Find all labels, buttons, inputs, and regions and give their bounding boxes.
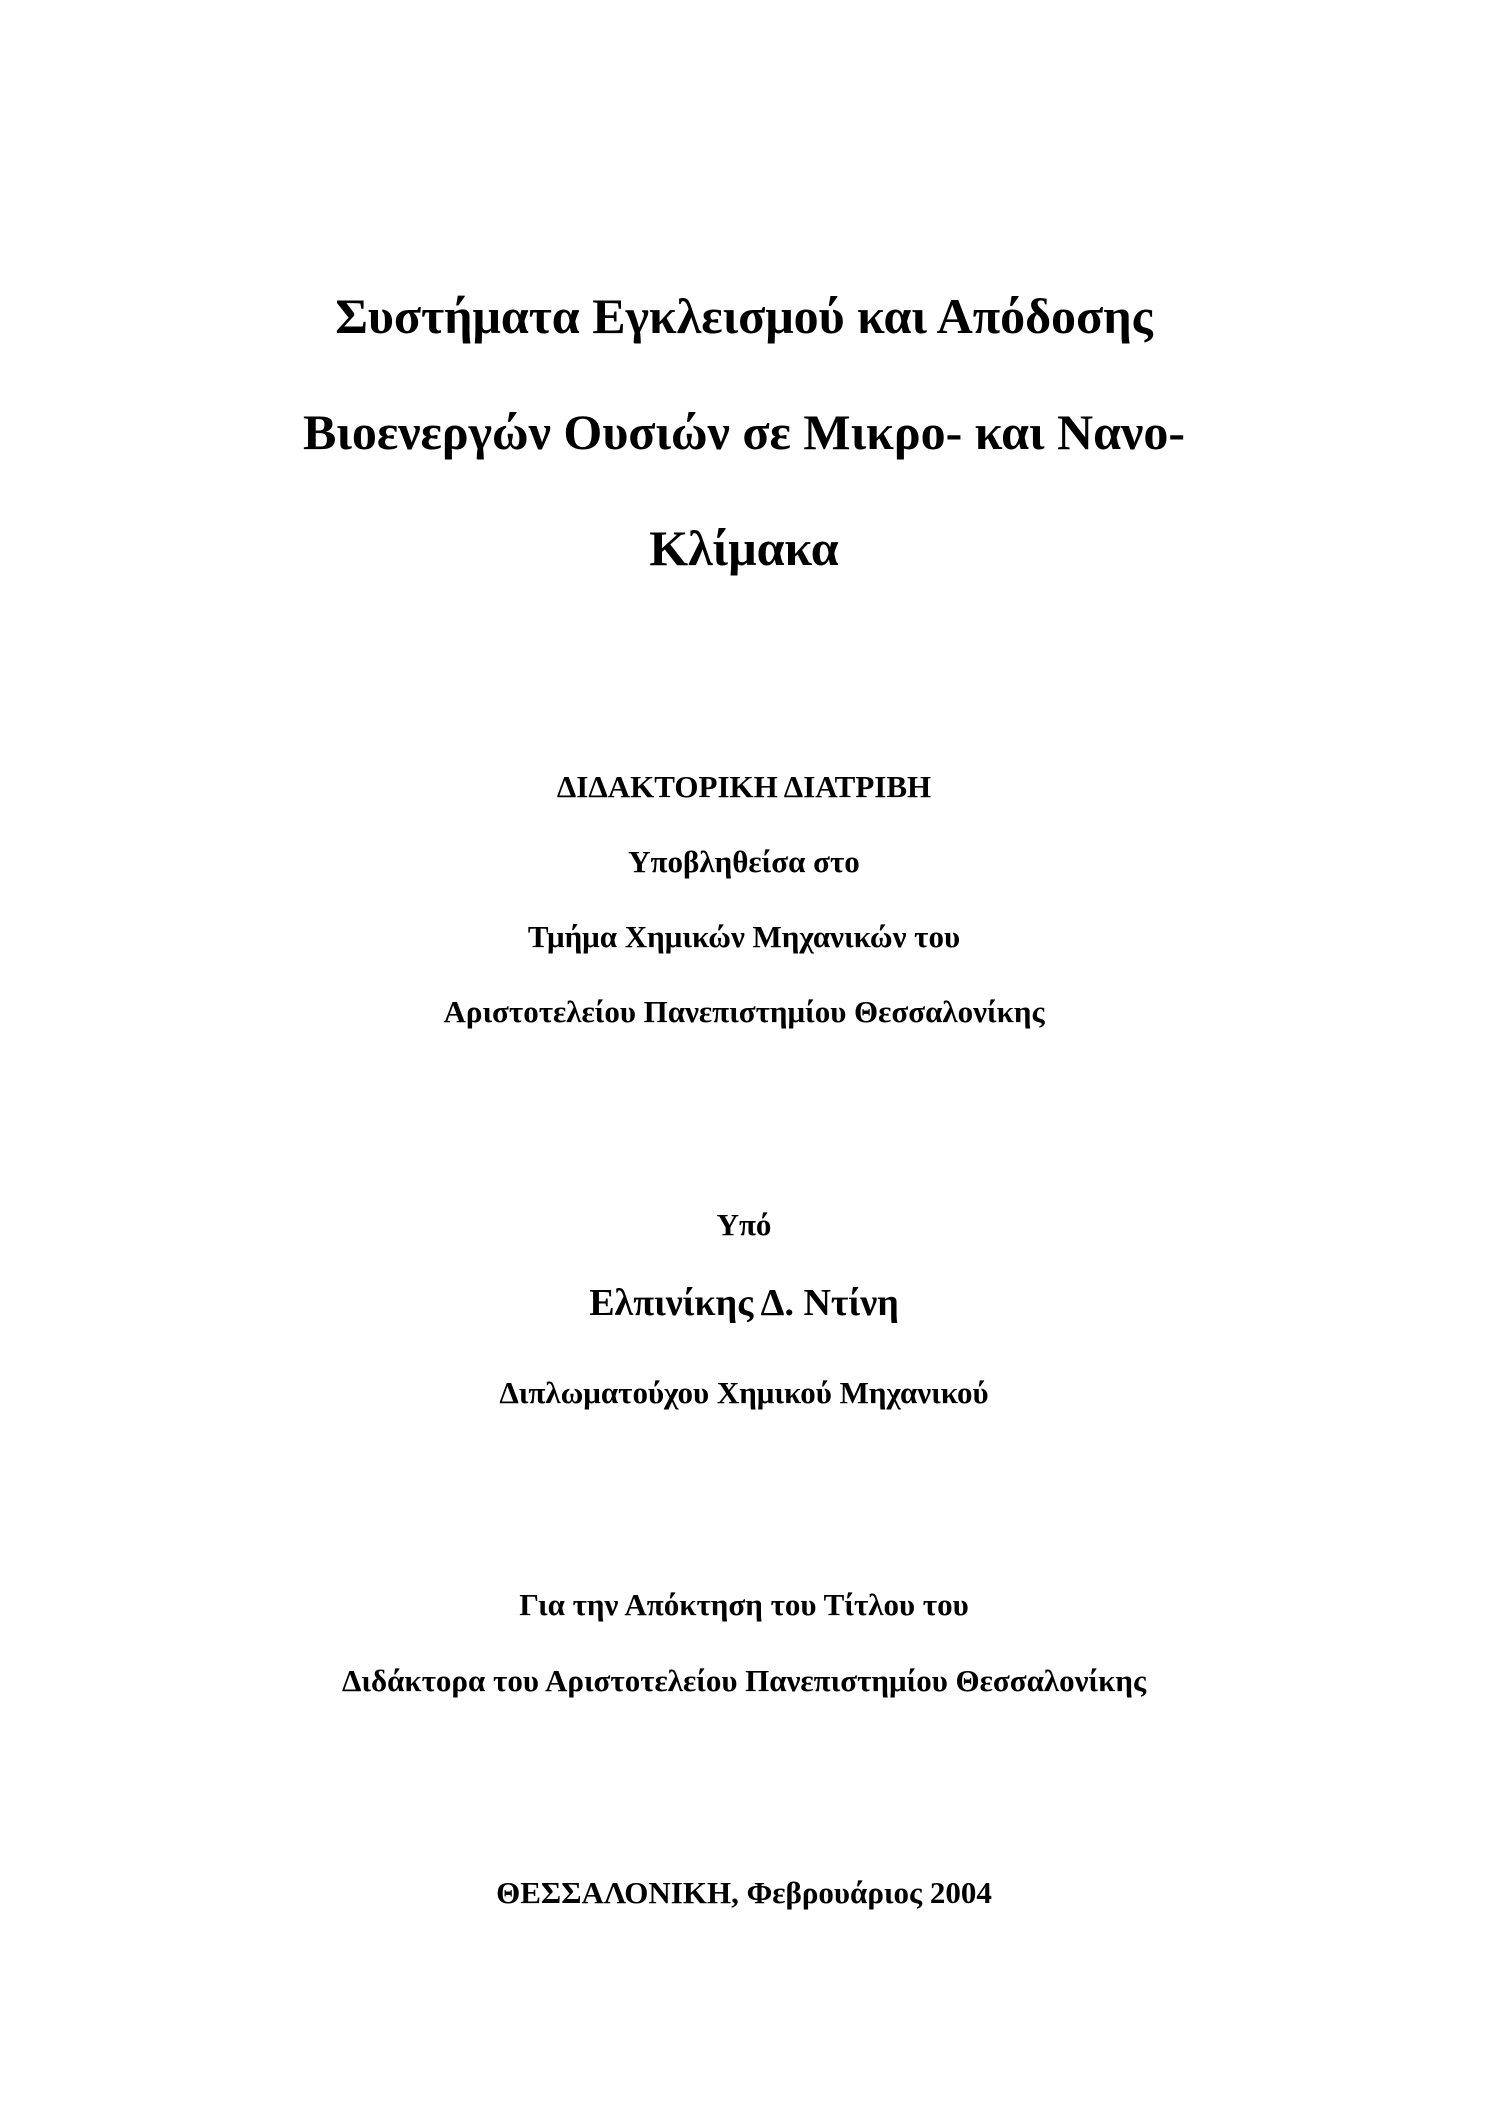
author-name: Ελπινίκης Δ. Ντίνη	[589, 1282, 899, 1324]
department: Τμήμα Χημικών Μηχανικών του	[527, 919, 961, 954]
university: Αριστοτελείου Πανεπιστημίου Θεσσαλονίκης	[443, 994, 1045, 1029]
author-credential: Διπλωματούχου Χημικού Μηχανικού	[499, 1375, 989, 1410]
thesis-title-line-2: Βιοενεργών Ουσιών σε Μικρο- και Νανο-	[302, 404, 1186, 460]
purpose-line-2: Διδάκτορα του Αριστοτελείου Πανεπιστημίου Θεσσαλονίκης	[341, 1663, 1147, 1698]
submitted-to: Υποβληθείσα στο	[628, 844, 860, 879]
thesis-title-line-1: Συστήματα Εγκλεισμού και Απόδοσης	[335, 288, 1153, 344]
place-and-date: ΘΕΣΣΑΛΟΝΙΚΗ, Φεβρουάριος 2004	[496, 1875, 992, 1910]
document-type: ΔΙΔΑΚΤΟΡΙΚΗ ΔΙΑΤΡΙΒΗ	[556, 769, 932, 804]
author-by: Υπό	[716, 1207, 772, 1242]
thesis-title-line-3: Κλίμακα	[649, 520, 839, 576]
purpose-line-1: Για την Απόκτηση του Τίτλου του	[519, 1587, 969, 1622]
